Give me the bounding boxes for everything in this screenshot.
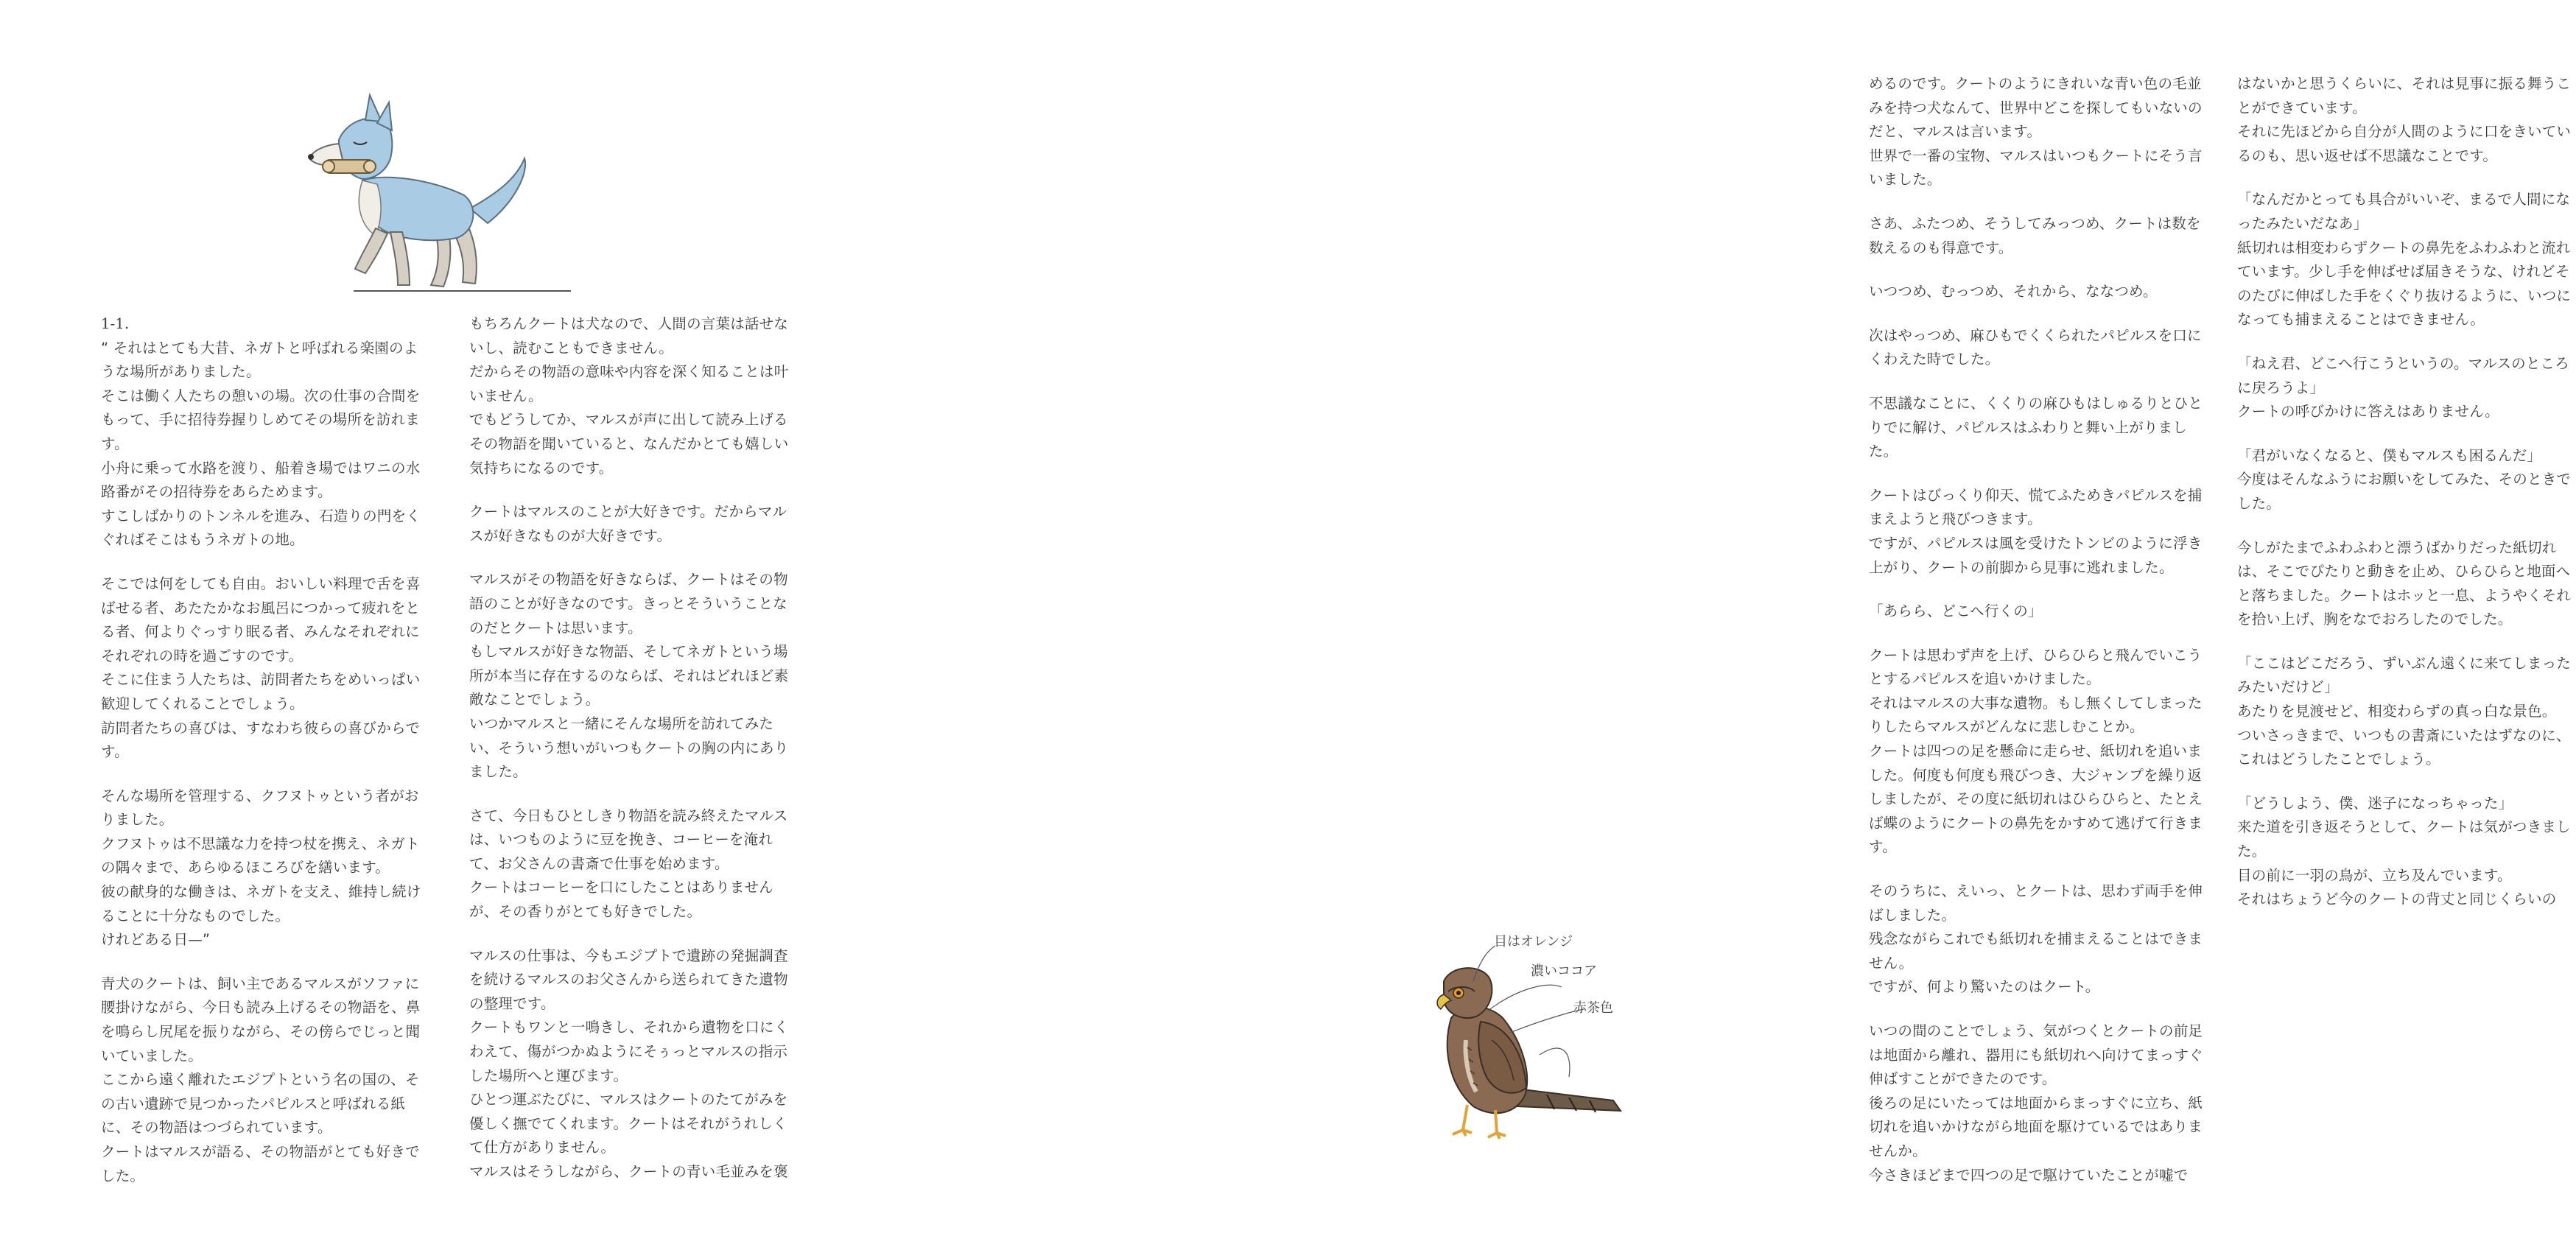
text-column-4 [2237, 72, 2576, 912]
paragraph: いつつめ、むっつめ、それから、ななつめ。 [1869, 283, 2158, 301]
paragraph: 「なんだかとっても具合がいいぞ、まるで人間になったみたいだなあ」 紙切れは相変わらずクートの鼻先をふわふわと流れています。少し手を伸ばせば届きそうな、けれどそのたびに伸ばした手をくぐり抜けるように、いつになっても捕まえることはできません。 [2237, 191, 2572, 329]
hawk-icon [1400, 930, 1650, 1151]
paragraph: 「ここはどこだろう、ずいぶん遠くに来てしまったみたいだけど」 あたりを見渡せど、相変わらずの真っ白な景色。 ついさっきまで、いつもの書斎にいたはずなのに、これはどうしたことでしょう。 [2237, 654, 2572, 768]
paragraph: マルスがその物語を好きならば、クートはその物語のことが好きなのです。きっとそういうことなのだとクートは思います。 もしマルスが好きな物語、そしてネガトという場所が本当に存在するのならば、それはどれほど素敵なことでしょう。 いつかマルスと一緒にそんな場所を訪れてみたい、そういう想いがいつもクートの胸の内にありました。 [469, 571, 789, 781]
left-page [0, 0, 884, 1250]
hawk-illustration [1400, 930, 1650, 1151]
paragraph: そこでは何をしても自由。おいしい料理で舌を喜ばせる者、あたたかなお風呂につかって疲れをとる者、何よりぐっすり眠る者、みんなそれぞれにそれぞれの時を過ごすのです。 そこに住まう人たちは、訪問者たちをめいっぱい歓迎してくれることでしょう。 訪問者たちの喜びは、すなわち彼らの喜びからです。 [101, 575, 421, 761]
paragraph: 不思議なことに、くくりの麻ひもはしゅるりとひとりでに解け、パピルスはふわりと舞い上がりました。 [1869, 394, 2203, 460]
paragraph: 「どうしよう、僕、迷子になっちゃった」 来た道を引き返そうとして、クートは気がつきました。 目の前に一羽の鳥が、立ち及んでいます。 それはちょうど今のクートの背丈と同じくらいの [2237, 794, 2571, 908]
text-column-1 [101, 312, 432, 1188]
paragraph: はないかと思うくらいに、それは見事に振る舞うことができています。 それに先ほどから自分が人間のように口をきいているのも、思い返せば不思議なことです。 [2237, 75, 2572, 164]
wolf-illustration [295, 85, 589, 298]
right-page [884, 0, 2572, 1250]
paragraph: 今しがたまでふわふわと漂うばかりだった紙切れは、そこでぴたりと動きを止め、ひらひらと地面へと落ちました。クートはホッと一息、ようやくそれを拾い上げ、胸をなでおろしたのでした。 [2237, 538, 2572, 628]
paragraph: そんな場所を管理する、クフヌトゥという者がおりました。 クフヌトゥは不思議な力を持つ杖を携え、ネガトの隅々まで、あらゆるほころびを繕います。 彼の献身的な働きは、ネガトを支え、維持し続けることに十分なものでした。 けれどある日—” [101, 787, 421, 949]
paragraph: 青犬のクートは、飼い主であるマルスがソファに腰掛けながら、今日も読み上げるその物語を、鼻を鳴らし尻尾を振りながら、その傍らでじっと聞いていました。 ここから遠く離れたエジプトという名の国の、その古い遺跡で見つかったパピルスと呼ばれる紙に、その物語はつづられています。 クートはマルスが語る、その物語がとても好きでした。 [101, 975, 421, 1184]
paragraph: めるのです。クートのようにきれいな青い色の毛並みを持つ犬なんて、世界中どこを探してもいないのだと、マルスは言います。 世界で一番の宝物、マルスはいつもクートにそう言いました。 [1869, 75, 2203, 189]
text-column-2 [469, 312, 801, 1184]
hawk-note-eye: 目はオレンジ [1494, 934, 1573, 949]
hawk-note-reddish-brown: 赤茶色 [1573, 1000, 1613, 1016]
paragraph: いつの間のことでしょう、気がつくとクートの前足は地面から離れ、器用にも紙切れへ向けてまっすぐ伸ばすことができたのです。 後ろの足にいたっては地面からまっすぐに立ち、紙切れを追いかけながら地面を駆けているではありませんか。 今さきほどまで四つの足で駆けていたことが嘘で [1869, 1022, 2203, 1184]
hawk-note-cocoa: 濃いココア [1531, 963, 1597, 979]
paragraph: さて、今日もひとしきり物語を読み終えたマルスは、いつものように豆を挽き、コーヒーを淹れて、お父さんの書斎で仕事を始めます。 クートはコーヒーを口にしたことはありませんが、その香りがとても好きでした。 [469, 807, 788, 921]
paragraph: 「君がいなくなると、僕もマルスも困るんだ」 今度はそんなふうにお願いをしてみた、そのときでした。 [2237, 446, 2572, 512]
paragraph: 「ねえ君、どこへ行こうというの。マルスのところに戻ろうよ」 クートの呼びかけに答えはありません。 [2237, 354, 2569, 421]
paragraph: クートは思わず声を上げ、ひらひらと飛んでいこうとするパピルスを追いかけました。 それはマルスの大事な遺物。もし無くしてしまったりしたらマルスがどんなに悲しむことか。 クートは四つの足を懸命に走らせ、紙切れを追いました。何度も何度も飛びつき、大ジャンプを繰り返しましたが、その度に紙切れはひらひらと、たとえば蝶のようにクートの鼻先をかすめて逃げて行きます。 [1869, 646, 2203, 856]
paragraph: さあ、ふたつめ、そうしてみっつめ、クートは数を数えるのも得意です。 [1869, 214, 2201, 256]
paragraph: クートはびっくり仰天、慌てふためきパピルスを捕まえようと飛びつきます。 ですが、パピルスは風を受けたトンビのように浮き上がり、クートの前脚から見事に逃れました。 [1869, 486, 2203, 576]
paragraph: もちろんクートは犬なので、人間の言葉は話せないし、読むこともできません。 だからその物語の意味や内容を深く知ることは叶いません。 でもどうしてか、マルスが声に出して読み上げるその物語を聞いていると、なんだかとても嬉しい気持ちになるのです。 [469, 315, 789, 477]
paragraph: クートはマルスのことが大好きです。だからマルスが好きなものが大好きです。 [469, 503, 787, 544]
paragraph: マルスの仕事は、今もエジプトで遺跡の発掘調査を続けるマルスのお父さんから送られてきた遺物の整理です。 クートもワンと一鳴きし、それから遺物を口にくわえて、傷がつかぬようにそぅっとマルスの指示した場所へと運びます。 ひとつ運ぶたびに、マルスはクートのたてがみを優しく撫でてくれます。クートはそれがうれしくて仕方がありません。 マルスはそうしながら、クートの青い毛並みを褒 [469, 947, 789, 1180]
chapter-label: 1-1. [101, 315, 130, 332]
text-column-3 [1869, 72, 2208, 1187]
paragraph: 「あらら、どこへ行くの」 [1869, 603, 2043, 620]
paragraph: そのうちに、えいっ、とクートは、思わず両手を伸ばしました。 残念ながらこれでも紙切れを捕まえることはできません。 ですが、何より驚いたのはクート。 [1869, 882, 2203, 996]
paragraph: 次はやっつめ、麻ひもでくくられたパピルスを口にくわえた時でした。 [1869, 326, 2202, 368]
wolf-icon [295, 85, 589, 298]
paragraph: “ それはとても大昔、ネガトと呼ばれる楽園のような場所がありました。 そこは働く人たちの憩いの場。次の仕事の合間をもって、手に招待券握りしめてその場所を訪れます。 小舟に乗って水路を渡り、船着き場ではワニの水路番がその招待券をあらためます。 すこしばかりのトンネルを進み、石造りの門をくぐればそこはもうネガトの地。 [101, 339, 421, 549]
